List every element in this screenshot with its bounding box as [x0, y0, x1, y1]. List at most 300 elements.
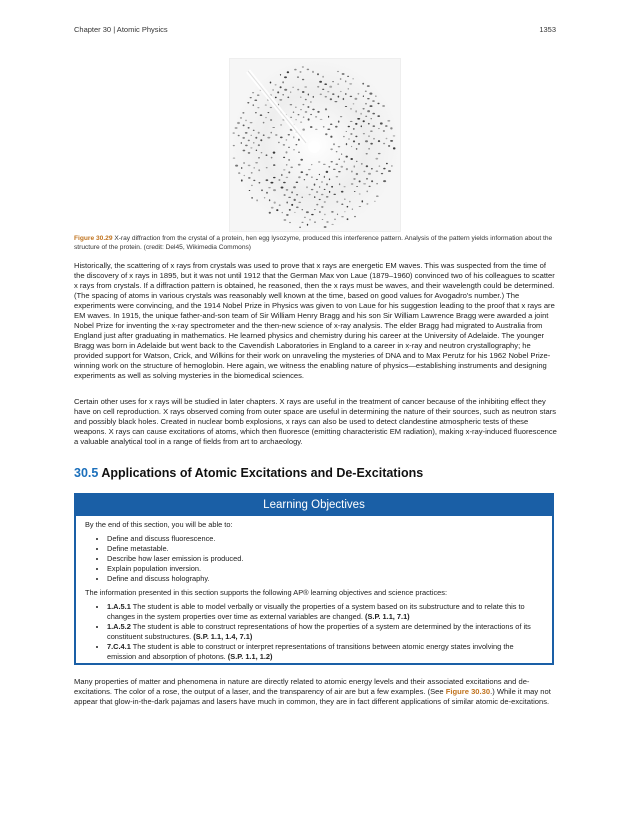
diffraction-spot	[363, 95, 364, 97]
diffraction-spot	[311, 189, 314, 190]
diffraction-spot	[344, 199, 346, 200]
diffraction-spot	[369, 93, 372, 95]
practice-code: 1.A.5.1	[107, 602, 131, 611]
diffraction-spot	[377, 103, 379, 104]
learning-objectives-box	[74, 493, 554, 665]
page-number: 1353	[539, 25, 556, 34]
diffraction-spot	[290, 167, 293, 169]
diffraction-spot	[329, 178, 330, 180]
diffraction-spot	[271, 207, 274, 209]
science-practice: (S.P. 1.1, 1.2)	[227, 652, 273, 661]
diffraction-spot	[302, 129, 305, 131]
diffraction-spot	[316, 191, 318, 193]
diffraction-spot	[282, 94, 284, 95]
diffraction-spot	[339, 158, 340, 160]
diffraction-spot	[367, 110, 370, 112]
diffraction-spot	[263, 122, 265, 124]
diffraction-spot	[293, 136, 294, 138]
ap-practice-item	[107, 642, 542, 662]
diffraction-spot	[319, 211, 320, 213]
diffraction-spot	[341, 154, 342, 155]
diffraction-spot	[326, 183, 328, 185]
figure-30-30-link[interactable]: Figure 30.30	[445, 687, 491, 696]
diffraction-spot	[294, 69, 297, 71]
diffraction-spot	[365, 140, 368, 142]
diffraction-spot	[353, 128, 355, 130]
diffraction-spot	[312, 109, 315, 111]
diffraction-spot	[370, 143, 373, 145]
diffraction-spot	[375, 158, 378, 160]
diffraction-spot	[385, 125, 388, 127]
diffraction-spot	[286, 214, 289, 215]
diffraction-spot	[283, 144, 285, 146]
diffraction-spot	[363, 108, 365, 109]
diffraction-spot	[242, 112, 244, 113]
diffraction-spot	[266, 192, 268, 194]
diffraction-spot	[341, 204, 343, 205]
diffraction-spot	[304, 179, 305, 180]
diffraction-spot	[387, 120, 390, 121]
diffraction-spot	[284, 194, 286, 196]
diffraction-spot	[260, 115, 263, 116]
diffraction-spot	[391, 165, 392, 166]
diffraction-spot	[338, 146, 341, 147]
section-heading	[74, 466, 558, 480]
diffraction-spot	[328, 116, 329, 118]
diffraction-spot	[241, 142, 242, 144]
diffraction-spot	[319, 174, 320, 175]
practice-text: The student is able to construct or interpret representations of transitions between atomic energy states involving the emission and absorption of photons.	[107, 642, 514, 661]
diffraction-spot	[320, 94, 322, 96]
diffraction-spot	[312, 71, 314, 73]
diffraction-spot	[317, 86, 319, 88]
diffraction-spot	[345, 106, 347, 107]
diffraction-spot	[255, 162, 258, 163]
diffraction-spot	[270, 107, 272, 108]
practice-text: The student is able to model verbally or visually the properties of a system based on its substructure and to relate this to changes in the system properties over time as external variables are changed.	[107, 602, 525, 621]
diffraction-spot	[334, 101, 337, 102]
diffraction-spot	[351, 183, 354, 185]
diffraction-spot	[330, 148, 333, 150]
diffraction-spot	[270, 119, 272, 120]
diffraction-spot	[388, 170, 391, 172]
diffraction-spot	[253, 104, 255, 106]
diffraction-spot	[315, 129, 318, 130]
diffraction-spot	[268, 187, 271, 188]
diffraction-spot	[266, 155, 268, 156]
diffraction-spot	[253, 180, 255, 181]
diffraction-spot	[367, 191, 368, 193]
practice-code: 1.A.5.2	[107, 622, 131, 631]
diffraction-spot	[278, 142, 279, 143]
diffraction-spot	[339, 183, 340, 185]
diffraction-spot	[324, 176, 325, 178]
diffraction-spot	[336, 151, 338, 152]
diffraction-spot	[334, 219, 336, 221]
diffraction-spot	[361, 163, 363, 164]
diffraction-spot	[370, 105, 373, 107]
diffraction-spot	[287, 71, 289, 73]
diffraction-spot	[368, 173, 371, 175]
diffraction-spot	[369, 186, 371, 187]
diffraction-spot	[284, 219, 287, 220]
diffraction-spot	[310, 114, 312, 115]
diffraction-spot	[346, 131, 347, 132]
diffraction-spot	[290, 91, 291, 93]
diffraction-spot	[383, 168, 385, 170]
diffraction-spot	[375, 96, 376, 97]
diffraction-spot	[370, 131, 373, 132]
diffraction-spot	[258, 157, 260, 159]
diffraction-spot	[297, 89, 299, 91]
diffraction-spot	[362, 200, 364, 202]
diffraction-spot	[348, 126, 350, 128]
diffraction-spot	[243, 125, 245, 127]
diffraction-spot	[293, 186, 296, 188]
diffraction-spot	[259, 182, 261, 183]
diffraction-spot	[337, 83, 339, 85]
diffraction-spot	[261, 152, 263, 153]
diffraction-spot	[330, 136, 332, 138]
diffraction-spot	[302, 91, 305, 93]
diffraction-spot	[393, 135, 396, 136]
diffraction-spot	[295, 107, 296, 108]
diffraction-spot	[350, 96, 353, 97]
diffraction-spot	[350, 108, 352, 109]
diffraction-spot	[264, 197, 265, 198]
diffraction-spot	[337, 214, 338, 216]
diffraction-spot	[280, 137, 283, 139]
diffraction-spot	[273, 164, 275, 166]
diffraction-spot	[359, 193, 361, 194]
diffraction-spot	[250, 147, 252, 148]
diffraction-spot	[298, 114, 300, 115]
diffraction-spot	[251, 197, 253, 199]
diffraction-spot	[331, 186, 333, 188]
diffraction-spot	[322, 76, 324, 78]
diffraction-spot	[323, 164, 326, 165]
diffraction-spot	[354, 216, 355, 217]
diffraction-spot	[295, 119, 296, 120]
diffraction-spot	[311, 164, 312, 165]
diffraction-spot	[305, 99, 307, 101]
diffraction-spot	[353, 140, 355, 142]
diffraction-spot	[297, 77, 299, 78]
objective-item: • Define and discuss holography.	[107, 574, 542, 584]
diffraction-spot	[268, 112, 270, 113]
diffraction-spot	[265, 104, 267, 105]
diffraction-spot	[380, 122, 383, 124]
ap-practice-item	[107, 602, 542, 622]
diffraction-spot	[300, 159, 303, 161]
diffraction-spot	[248, 177, 251, 179]
diffraction-spot	[331, 224, 333, 225]
diffraction-spot	[243, 150, 246, 152]
diffraction-spot	[306, 174, 309, 176]
diffraction-spot	[343, 98, 345, 100]
diffraction-pattern-graphic	[230, 59, 400, 231]
diffraction-spot	[336, 176, 339, 177]
diffraction-spot	[378, 128, 380, 129]
diffraction-spot	[233, 132, 235, 133]
ap-objectives-intro: The information presented in this section supports the following AP® learning objectives and science practices:	[85, 588, 448, 597]
diffraction-spot	[346, 156, 348, 158]
diffraction-spot	[253, 142, 254, 144]
diffraction-spot	[267, 137, 270, 139]
diffraction-spot	[332, 81, 334, 82]
diffraction-spot	[302, 197, 303, 198]
diffraction-spot	[272, 89, 273, 90]
diffraction-spot	[307, 224, 308, 226]
diffraction-spot	[257, 95, 260, 96]
diffraction-spot	[299, 227, 301, 228]
diffraction-spot	[270, 82, 272, 84]
diffraction-spot	[283, 169, 285, 170]
diffraction-spot	[366, 153, 368, 154]
diffraction-spot	[324, 189, 326, 190]
diffraction-spot	[359, 206, 362, 207]
diffraction-spot	[255, 112, 257, 113]
diffraction-spot	[363, 133, 365, 134]
objective-item: • Describe how laser emission is produced.	[107, 554, 542, 564]
diffraction-spot	[371, 168, 373, 169]
objectives-list	[85, 534, 542, 584]
diffraction-spot	[341, 166, 344, 168]
diffraction-spot	[245, 132, 248, 134]
diffraction-spot	[258, 132, 260, 134]
diffraction-spot	[294, 212, 296, 213]
diffraction-spot	[353, 103, 355, 104]
diffraction-spot	[355, 123, 357, 125]
diffraction-spot	[376, 183, 378, 184]
diffraction-spot	[302, 79, 304, 81]
diffraction-spot	[347, 206, 349, 208]
diffraction-spot	[324, 214, 325, 215]
diffraction-spot	[351, 171, 353, 173]
diffraction-spot	[250, 122, 253, 123]
figure-caption-text: X-ray diffraction from the crystal of a protein, hen egg lysozyme, produced this interference pattern. Analysis of the pattern yields information about the structure of the protein. (credit: Del45, Wikimedia Commons)	[74, 235, 553, 251]
diffraction-spot	[333, 143, 335, 145]
diffraction-spot	[288, 159, 290, 161]
diffraction-spot	[332, 94, 334, 95]
diffraction-spot	[358, 143, 360, 145]
diffraction-spot	[359, 180, 361, 182]
diffraction-spot	[303, 117, 304, 118]
diffraction-spot	[306, 211, 309, 213]
diffraction-spot	[252, 92, 254, 93]
diffraction-spot	[284, 76, 287, 78]
practice-code: 7.C.4.1	[107, 642, 131, 651]
diffraction-spot	[256, 199, 257, 201]
diffraction-spot	[238, 172, 240, 173]
diffraction-spot	[289, 222, 291, 223]
diffraction-spot	[315, 116, 317, 117]
diffraction-spot	[336, 164, 339, 165]
ap-practices-list	[85, 602, 542, 662]
diffraction-spot	[356, 148, 358, 150]
diffraction-spot	[293, 112, 294, 113]
diffraction-spot	[329, 86, 332, 88]
diffraction-spot	[383, 180, 386, 182]
diffraction-spot	[307, 106, 309, 108]
diffraction-spot	[353, 178, 355, 179]
diffraction-spot	[356, 186, 358, 187]
diffraction-spot	[281, 174, 283, 176]
diffraction-spot	[352, 209, 353, 210]
diffraction-spot	[363, 120, 365, 122]
paragraph-text: Many properties of matter and phenomena in nature are directly related to atomic energy levels and their associated excitations and de-excitations. The color of a rose, the output of a laser, and the transparency of air are but a few examples. (See	[74, 677, 530, 696]
diffraction-spot	[269, 199, 270, 201]
diffraction-spot	[310, 126, 313, 128]
diffraction-spot	[290, 117, 292, 118]
diffraction-spot	[280, 86, 282, 88]
diffraction-spot	[286, 202, 288, 204]
diffraction-spot	[245, 145, 248, 147]
diffraction-spot	[356, 110, 357, 112]
diffraction-spot	[271, 157, 273, 159]
diffraction-spot	[382, 105, 385, 106]
diffraction-spot	[308, 169, 311, 170]
diffraction-spot	[314, 222, 316, 223]
diffraction-spot	[296, 207, 299, 209]
diffraction-spot	[263, 134, 265, 136]
diffraction-spot	[235, 165, 238, 167]
diffraction-spot	[383, 130, 385, 131]
diffraction-spot	[300, 71, 302, 72]
diffraction-spot	[245, 120, 247, 122]
diffraction-spot	[254, 100, 257, 101]
diffraction-spot	[317, 111, 319, 113]
diffraction-spot	[372, 113, 375, 115]
diffraction-spot	[363, 183, 366, 184]
figure-label: Figure 30.29	[74, 235, 113, 242]
diffraction-spot	[344, 211, 345, 212]
learning-objectives-title: Learning Objectives	[76, 495, 552, 516]
diffraction-spot	[341, 216, 344, 217]
diffraction-spot	[376, 195, 379, 197]
diffraction-spot	[261, 189, 262, 191]
diffraction-spot	[286, 189, 289, 191]
diffraction-spot	[251, 172, 253, 173]
diffraction-spot	[324, 201, 326, 203]
diffraction-spot	[344, 186, 346, 187]
objective-item: • Define metastable.	[107, 544, 542, 554]
diffraction-spot	[342, 73, 345, 74]
diffraction-spot	[273, 152, 276, 154]
diffraction-spot	[241, 167, 242, 169]
section-title: Applications of Atomic Excitations and De-Excitations	[98, 466, 424, 480]
diffraction-spot	[311, 177, 313, 178]
diffraction-spot	[293, 149, 295, 150]
diffraction-spot	[316, 204, 318, 206]
diffraction-spot	[288, 197, 291, 198]
diffraction-spot	[340, 78, 342, 79]
diffraction-spot	[390, 140, 393, 142]
diffraction-spot	[314, 196, 315, 198]
diffraction-spot	[300, 109, 301, 110]
diffraction-spot	[271, 132, 272, 134]
diffraction-spot	[320, 119, 323, 120]
diffraction-spot	[233, 158, 236, 159]
diffraction-spot	[322, 219, 324, 220]
diffraction-spot	[365, 103, 366, 105]
diffraction-spot	[354, 165, 356, 167]
diffraction-spot	[377, 115, 380, 117]
diffraction-spot	[324, 226, 327, 228]
diffraction-spot	[356, 161, 357, 162]
diffraction-spot	[314, 184, 316, 186]
diffraction-spot	[351, 146, 352, 147]
diffraction-spot	[328, 166, 330, 168]
diffraction-spot	[286, 139, 288, 141]
diffraction-spot	[338, 121, 340, 123]
diffraction-spot	[289, 209, 291, 211]
diffraction-spot	[357, 118, 360, 120]
diffraction-spot	[273, 189, 276, 191]
diffraction-spot	[310, 101, 312, 103]
diffraction-spot	[331, 161, 333, 162]
diffraction-spot	[303, 104, 305, 105]
diffraction-spot	[235, 127, 238, 128]
diffraction-spot	[368, 123, 370, 125]
figure-caption	[74, 235, 558, 252]
diffraction-spot	[298, 202, 301, 203]
diffraction-spot	[333, 169, 336, 170]
diffraction-spot	[248, 127, 250, 128]
diffraction-spot	[279, 205, 281, 206]
diffraction-spot	[280, 124, 282, 126]
diffraction-spot	[248, 152, 251, 154]
diffraction-spot	[345, 80, 346, 82]
diffraction-spot	[309, 219, 310, 221]
diffraction-spot	[338, 96, 340, 98]
diffraction-spot	[363, 171, 365, 173]
diffraction-spot	[266, 179, 269, 181]
diffraction-spot	[340, 91, 342, 92]
science-practice: (S.P. 1.1, 7.1)	[365, 612, 410, 621]
diffraction-spot	[273, 177, 276, 178]
diffraction-spot	[350, 158, 353, 160]
diffraction-spot	[288, 171, 290, 173]
diffraction-spot	[319, 186, 320, 188]
diffraction-spot	[300, 122, 302, 123]
diffraction-spot	[283, 157, 285, 158]
diffraction-spot	[362, 83, 364, 85]
diffraction-spot	[248, 165, 251, 167]
diffraction-spot	[325, 108, 327, 110]
diffraction-spot	[346, 168, 348, 170]
diffraction-spot	[251, 135, 252, 136]
diffraction-spot	[248, 140, 250, 142]
diffraction-spot	[368, 135, 369, 137]
diffraction-spot	[338, 171, 341, 172]
diffraction-spot	[319, 81, 322, 83]
objective-item: • Explain population inversion.	[107, 564, 542, 574]
diffraction-spot	[272, 127, 275, 128]
diffraction-spot	[331, 211, 334, 213]
diffraction-spot	[286, 151, 288, 153]
diffraction-spot	[302, 209, 304, 210]
diffraction-spot	[343, 136, 345, 137]
diffraction-spot	[275, 97, 277, 99]
diffraction-spot	[376, 170, 379, 172]
diffraction-spot	[354, 191, 356, 192]
diffraction-spot	[378, 140, 380, 142]
diffraction-spot	[350, 133, 352, 134]
practice-text: The student is able to construct representations of how the properties of a system are determined by the interactions of its constituent substructures.	[107, 622, 531, 641]
diffraction-spot	[243, 162, 245, 163]
diffraction-spot	[365, 91, 367, 92]
